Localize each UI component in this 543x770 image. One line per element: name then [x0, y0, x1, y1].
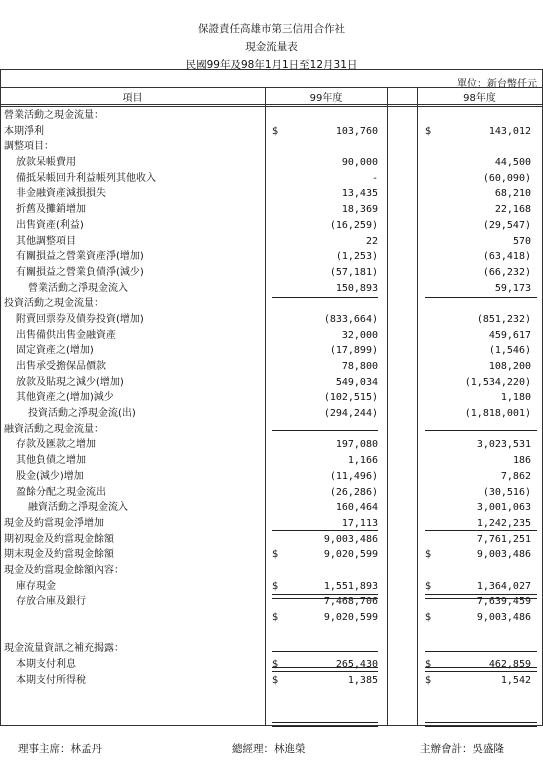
- subtotal-line: [425, 530, 537, 531]
- statement-row: [0, 437, 543, 453]
- rule-top: [0, 69, 543, 70]
- statement-row: [0, 312, 543, 328]
- amount-99: 78,800: [341, 361, 378, 372]
- row-label: 有關損益之營業資產淨(增加): [16, 251, 144, 263]
- statement-row: [0, 249, 543, 265]
- total-double-line: [272, 722, 378, 727]
- row-label: 調整項目：: [4, 141, 54, 153]
- row-label: 備抵呆帳回升利益帳列其他收入: [16, 172, 156, 184]
- row-label: 融資活動之淨現金流入: [28, 502, 128, 514]
- currency-sign-99: $: [272, 549, 279, 561]
- manager-signature: 總經理：林進榮: [232, 743, 306, 755]
- amount-98: (1,818,001): [464, 408, 531, 420]
- row-label: 營業活動之現金流量：: [4, 110, 104, 121]
- row-label: 本期淨利: [4, 125, 44, 137]
- row-label: 存款及匯款之增加: [16, 439, 96, 451]
- statement-row: [0, 563, 543, 579]
- statement-row: [0, 579, 543, 595]
- currency-sign-98: $: [425, 580, 432, 592]
- col-header-item: 項目: [122, 93, 143, 104]
- statement-row: [0, 547, 543, 563]
- rule-header-bottom-2: [0, 106, 543, 107]
- row-label: 庫存現金: [16, 580, 56, 592]
- amount-98: 1,542: [500, 674, 531, 686]
- amount-98: (66,232): [482, 266, 531, 278]
- amount-98: 1,242,235: [476, 517, 531, 529]
- statement-row: [0, 343, 543, 359]
- statement-row: [0, 375, 543, 391]
- statement-row: [0, 186, 543, 202]
- amount-99: 90,000: [341, 157, 378, 169]
- amount-99: 1,385: [347, 674, 378, 686]
- total-double-line: [272, 594, 378, 599]
- amount-99: (26,286): [329, 486, 378, 498]
- statement-row: [0, 139, 543, 155]
- statement-row: [0, 155, 543, 171]
- amount-98: 9,003,486: [476, 549, 531, 561]
- amount-99: 1,551,893: [323, 580, 378, 592]
- subtotal-line: [272, 430, 378, 431]
- statement-row: [0, 328, 543, 344]
- subtotal-line: [425, 297, 537, 298]
- amount-98: (30,516): [482, 486, 531, 498]
- row-label: 現金流量資訊之補充揭露：: [4, 643, 124, 655]
- statement-row: [0, 469, 543, 485]
- currency-sign-98: $: [425, 612, 432, 623]
- row-label: 現金及約當現金淨增加: [4, 517, 104, 529]
- statement-row: [0, 610, 543, 626]
- statement-row: [0, 453, 543, 469]
- subtotal-line: [425, 430, 537, 431]
- amount-99: 9,020,599: [323, 612, 378, 623]
- row-label: 有關損益之營業負債淨(減少): [16, 266, 144, 278]
- amount-98: 186: [512, 455, 531, 467]
- statement-row: [0, 673, 543, 689]
- amount-99: (1,253): [335, 251, 378, 263]
- row-label: 折舊及攤銷增加: [16, 204, 86, 216]
- row-label: 附賣回票券及債券投資(增加): [16, 313, 144, 325]
- amount-99: -: [371, 172, 378, 184]
- amount-99: (294,244): [323, 408, 378, 420]
- amount-98: 7,639,459: [476, 596, 531, 608]
- amount-99: 32,000: [341, 329, 378, 341]
- row-label: 固定資產之(增加): [16, 345, 94, 357]
- amount-99: 9,020,599: [323, 549, 378, 561]
- amount-99: (57,181): [329, 266, 378, 278]
- amount-99: 22: [365, 235, 378, 247]
- row-label: 期初現金及約當現金餘額: [4, 533, 114, 545]
- total-double-line: [425, 722, 537, 727]
- amount-98: 570: [512, 235, 531, 247]
- row-label: 其他調整項目: [16, 235, 76, 247]
- row-label: 期末現金及約當現金餘額: [4, 549, 114, 561]
- row-label: 出售承受擔保品價款: [16, 361, 106, 372]
- col-header-98: 98年度: [463, 93, 496, 104]
- statement-row: [0, 532, 543, 548]
- row-label: 投資活動之淨現金流(出): [28, 408, 136, 420]
- statement-row: [0, 265, 543, 281]
- currency-unit: 單位：新台幣仟元: [457, 79, 537, 90]
- amount-98: 68,210: [494, 188, 531, 200]
- row-label: 本期支付所得稅: [16, 674, 86, 686]
- statement-row: [0, 281, 543, 297]
- amount-98: 462,859: [488, 659, 531, 671]
- amount-99: 160,464: [335, 502, 378, 514]
- amount-99: (833,664): [323, 313, 378, 325]
- rule-header-top: [0, 87, 543, 88]
- statement-row: [0, 641, 543, 657]
- currency-sign-99: $: [272, 612, 279, 623]
- amount-98: 1,180: [500, 392, 531, 404]
- amount-99: 7,468,706: [323, 596, 378, 608]
- currency-sign-98: $: [425, 674, 432, 686]
- amount-98: 108,200: [488, 361, 531, 372]
- statement-row: [0, 500, 543, 516]
- statement-row: [0, 390, 543, 406]
- statement-row: [0, 359, 543, 375]
- amount-98: (1,546): [488, 345, 531, 357]
- row-label: 本期支付利息: [16, 659, 76, 671]
- currency-sign-99: $: [272, 580, 279, 592]
- amount-99: 18,369: [341, 204, 378, 216]
- row-label: 營業活動之淨現金流入: [28, 282, 128, 294]
- amount-98: 59,173: [494, 282, 531, 294]
- amount-99: 9,003,486: [323, 533, 378, 545]
- company-name: 保證責任高雄市第三信用合作社: [198, 23, 345, 35]
- total-double-line: [425, 594, 537, 599]
- amount-98: (1,534,220): [464, 376, 531, 388]
- currency-sign-98: $: [425, 549, 432, 561]
- currency-sign-98: $: [425, 659, 432, 671]
- total-double-line: [272, 667, 378, 672]
- statement-row: [0, 202, 543, 218]
- row-label: 其他資產之(增加)減少: [16, 392, 114, 404]
- col-header-99: 99年度: [309, 93, 343, 104]
- row-label: 出售備供出售金融資產: [16, 329, 116, 341]
- amount-98: 143,012: [488, 125, 531, 137]
- currency-sign-99: $: [272, 674, 279, 686]
- amount-98: 22,168: [494, 204, 531, 216]
- row-label: 放款及貼現之減少(增加): [16, 376, 124, 388]
- statement-row: [0, 296, 543, 312]
- row-label: 盈餘分配之現金流出: [16, 486, 106, 498]
- amount-98: 7,761,251: [476, 533, 531, 545]
- amount-99: 265,430: [335, 659, 378, 671]
- amount-98: 3,023,531: [476, 439, 531, 451]
- amount-98: 9,003,486: [476, 612, 531, 623]
- currency-sign-99: $: [272, 659, 279, 671]
- amount-99: 150,893: [335, 282, 378, 294]
- statement-row: [0, 626, 543, 642]
- subtotal-line: [272, 651, 378, 652]
- amount-98: (851,232): [476, 313, 531, 325]
- currency-sign-99: $: [272, 125, 279, 137]
- amount-98: 7,862: [500, 470, 531, 482]
- amount-98: (29,547): [482, 219, 531, 231]
- amount-98: (60,090): [482, 172, 531, 184]
- amount-98: 44,500: [494, 157, 531, 169]
- row-label: 股金(減少)增加: [16, 470, 84, 482]
- total-double-line: [425, 667, 537, 672]
- statement-period: 民國99年及98年1月1日至12月31日: [185, 59, 358, 71]
- statement-row: [0, 108, 543, 124]
- chairman-signature: 理事主席：林孟丹: [18, 743, 102, 755]
- amount-99: 197,080: [335, 439, 378, 451]
- subtotal-line: [272, 297, 378, 298]
- amount-99: 549,034: [335, 376, 378, 388]
- statement-row: [0, 406, 543, 422]
- statement-title: 現金流量表: [245, 41, 298, 53]
- statement-rows: [0, 108, 543, 688]
- statement-row: [0, 485, 543, 501]
- accountant-signature: 主辦會計：吳盛隆: [420, 743, 504, 755]
- statement-row: [0, 234, 543, 250]
- amount-99: (17,899): [329, 345, 378, 357]
- row-label: 其他負債之增加: [16, 455, 86, 467]
- row-label: 非金融資產減損損失: [16, 188, 106, 200]
- subtotal-line: [425, 651, 537, 652]
- amount-98: 1,364,027: [476, 580, 531, 592]
- amount-99: 103,760: [335, 125, 378, 137]
- statement-row: [0, 218, 543, 234]
- amount-99: 17,113: [341, 517, 378, 529]
- amount-99: 13,435: [341, 188, 378, 200]
- row-label: 出售資產(利益): [16, 219, 84, 231]
- statement-row: [0, 124, 543, 140]
- amount-98: (63,418): [482, 251, 531, 263]
- amount-99: 1,166: [347, 455, 378, 467]
- row-label: 存放合庫及銀行: [16, 596, 86, 608]
- row-label: 放款呆帳費用: [16, 157, 76, 169]
- amount-99: (11,496): [329, 470, 378, 482]
- amount-99: (102,515): [323, 392, 378, 404]
- statement-row: [0, 171, 543, 187]
- subtotal-line: [272, 530, 378, 531]
- row-label: 現金及約當現金餘額內容：: [4, 564, 124, 576]
- amount-98: 3,001,063: [476, 502, 531, 514]
- amount-98: 459,617: [488, 329, 531, 341]
- rule-header-bottom: [0, 104, 543, 105]
- amount-99: (16,259): [329, 219, 378, 231]
- row-label: 融資活動之現金流量：: [4, 423, 104, 435]
- currency-sign-98: $: [425, 125, 432, 137]
- row-label: 投資活動之現金流量：: [4, 298, 104, 310]
